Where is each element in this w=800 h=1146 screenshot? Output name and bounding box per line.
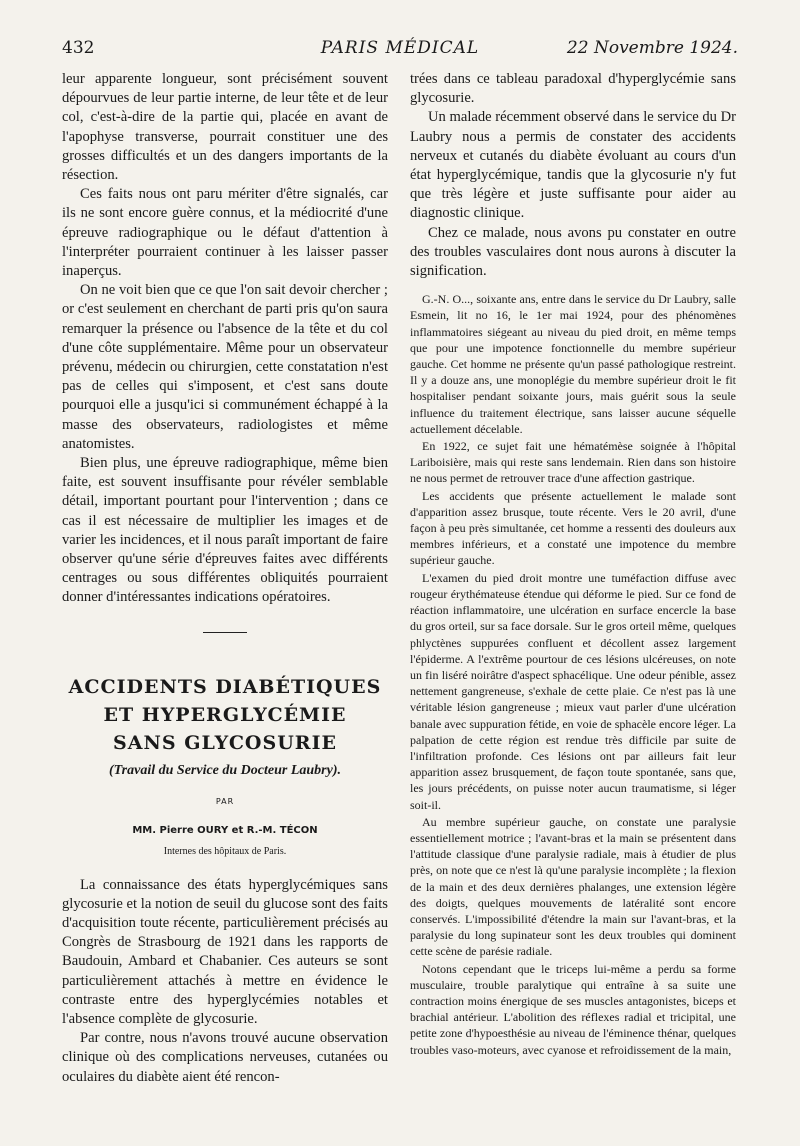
authors: MM. Pierre OURY et R.-M. TÉCON <box>132 825 318 837</box>
paragraph: trées dans ce tableau paradoxal d'hyperglycémie sans glycosurie. <box>410 71 736 107</box>
right-column <box>410 70 736 1058</box>
article-title-line-2: ET HYPERGLYCÉMIE <box>103 703 347 726</box>
issue-date: 22 Novembre 1924. <box>566 38 738 58</box>
article-title-line-3: SANS GLYCOSURIE <box>113 731 337 754</box>
paragraph: leur apparente longueur, sont précisément souvent dépourvues de leur partie interne, de leur tête et de leur col, c'est-à-dire de la partie qui, placée en avant de l'apophyse transverse, pourrait constituer une des grosses difficultés et un des dangers importants de la résection. <box>62 71 388 184</box>
paragraph: On ne voit bien que ce que l'on sait devoir chercher ; or c'est seulement en cherchant de parti pris qu'on saura remarquer la présence ou l'absence de la tête et du col d'une côte supplémentaire. Même pour un observateur prévenu, médecin ou chirurgien, cette constatation n'est pas de celles qui s'imposent, et c'est sans doute pourquoi elle a jusqu'ici si communément échappé à la masse des observateurs, radiologistes et même anatomistes. <box>62 282 388 452</box>
article-title-line-1: ACCIDENTS DIABÉTIQUES <box>68 675 382 698</box>
case-paragraph: L'examen du pied droit montre une tuméfaction diffuse avec rougeur érythémateuse étendue qui déforme le pied. Sur ce fond de réaction inflammatoire, une ulcération en surface encercle la base du gros orteil, sur sa face dorsale. Sur le gros orteil même, quelques phlyctènes suppurées confluent et décollent assez largement l'épiderme. A l'extrême pourtour de ces lésions ulcéreuses, on note un fin liséré noirâtre d'aspect sphacélique. Une odeur pénible, assez nettement gangreneuse, s'exhale de cette plaie. Ce n'est pas là une véritable lésion gangreneuse ; mieux vaut parler d'une ulcération banale avec suppuration fétide, en voie de sphacèle encore léger. La palpation de cette région est rendue très difficile par suite de l'infiltration profonde. Ces lésions ont par ailleurs fait leur apparition assez brusquement, de façon toute spontanée, sans que, les jours précédents, on puisse noter aucun traumatisme, si léger soit-il. <box>410 570 736 812</box>
paragraph: Un malade récemment observé dans le service du Dr Laubry nous a permis de constater des accidents nerveux et cutanés du diabète évoluant au cours d'un état hyperglycémique, tandis que la glycosurie n'y fut que très légère et juste suffisante pour aider au diagnostic clinique. <box>410 109 736 222</box>
journal-title: PARIS MÉDICAL <box>320 38 480 58</box>
page-header <box>62 38 738 66</box>
case-paragraph: Au membre supérieur gauche, on constate une paralysie essentiellement motrice ; l'avant-bras et la main se présentent dans l'attitude classique d'une paralysie radiale, mais à étudier de plus près, on note que ce n'est là qu'une paralysie incomplète ; la flexion de la main et des deux dernières phalanges, une extension légère des doigts, quelques mouvements de latéralité sont encore conservés. L'impossibilité d'étendre la main sur l'avant-bras, et la paralysie du long supinateur sont les deux troubles qui dominent cette scène de parésie radiale. <box>410 814 736 959</box>
case-paragraph: En 1922, ce sujet fait une hématémèse soignée à l'hôpital Lariboisière, mais qui reste sans lendemain. Rien dans son histoire ne nous permet de retrouver trace d'une affection gastrique. <box>410 439 736 486</box>
paragraph: La connaissance des états hyperglycémiques sans glycosurie et la notion de seuil du glucose sont des faits d'acquisition toute récente, particulièrement précisés au Congrès de Strasbourg de 1921 dans les rapports de Baudouin, Ambard et Chabanier. Ces auteurs se sont particulièrement attachés à mettre en évidence le contraste entre des hyperglycémies notables et l'absence complète de glycosurie. <box>62 876 388 1027</box>
case-paragraph: G.-N. O..., soixante ans, entre dans le service du Dr Laubry, salle Esmein, lit no 16, le 1er mai 1924, pour des phénomènes inflammatoires siégeant au niveau du pied droit, en même temps que pour une impotence fonctionnelle du membre supérieur gauche. Cet homme ne présente qu'un passé pathologique restreint. Il y a douze ans, une monoplégie du membre supérieur droit le fit hospitaliser pendant soixante jours, mais guérit sous la seule influence du traitement électrique, sans laisser aucune séquelle actuellement décelable. <box>410 292 736 436</box>
paragraph: Bien plus, une épreuve radiographique, même bien faite, est souvent insuffisante pour révéler semblable détail, important pourtant pour l'intervention ; dans ce cas il est nécessaire de multiplier les images et de varier les incidences, et il nous paraît important de faire observer qu'une série d'épreuves faites avec différents centrages ou sous différentes obliquités pourraient donner d'intéressantes indications opératoires. <box>62 455 388 606</box>
paragraph: Par contre, nous n'avons trouvé aucune observation clinique où des complications nerveuses, cutanées ou oculaires du diabète aient été rencon- <box>62 1030 388 1085</box>
page-number: 432 <box>62 38 95 58</box>
section-divider <box>203 632 247 633</box>
paragraph: Chez ce malade, nous avons pu constater en outre des troubles vasculaires dont nous aurons à discuter la signification. <box>410 224 736 280</box>
affiliation: Internes des hôpitaux de Paris. <box>163 846 287 858</box>
case-paragraph: Notons cependant que le triceps lui-même a perdu sa forme musculaire, trouble paralytique qui entraîne à sa suite une contraction moins énergique de ses muscles antagonistes, biceps et brachial antérieur. L'abolition des réflexes radial et tricipital, une petite zone d'hypoesthésie au niveau de l'éminence thénar, quelques troubles vaso-moteurs, avec cyanose et refroidissement de la main, <box>410 961 736 1057</box>
paragraph: Ces faits nous ont paru mériter d'être signalés, car ils ne sont encore guère connus, et la médiocrité d'une épreuve radiographique ou le défaut d'attention à l'interpréter pourraient continuer à les laisser passer inaperçus. <box>62 186 388 280</box>
left-column <box>62 70 388 1087</box>
case-report <box>410 291 736 1058</box>
by-label: PAR <box>215 796 235 806</box>
case-paragraph: Les accidents que présente actuellement le malade sont d'apparition assez brusque, toute récente. Vers le 20 avril, d'une façon à peu près simultanée, cet homme a ressenti des douleurs aux membres inférieurs, et a constaté une impotence du membre supérieur gauche. <box>410 488 736 568</box>
article-subtitle: (Travail du Service du Docteur Laubry). <box>108 762 341 778</box>
